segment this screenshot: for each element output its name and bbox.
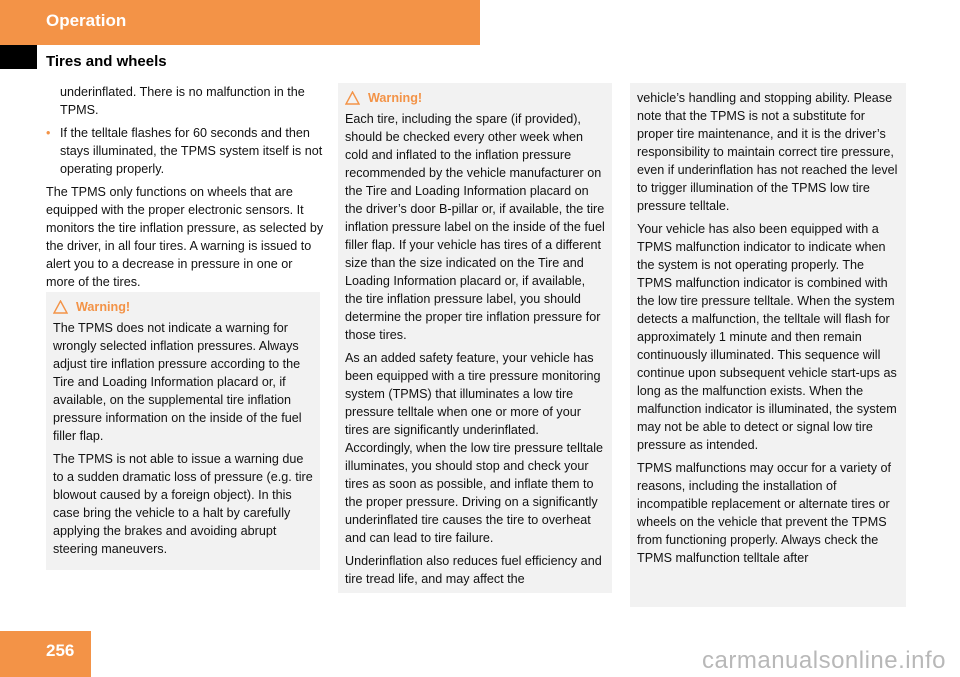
warning-paragraph: As an added safety feature, your vehicle has been equipped with a tire pressure monitoring system (TPMS) that illuminates a low tire pressure telltale when one or more of your tires are significantly underinflated. Accordingly, when the low tire pressure telltale illuminates, you should stop and check your tires as soon as possible, and inflate them to the proper pressure. Driving on a significantly underinflated tire causes the tire to overheat and can lead to tire failure. — [345, 351, 604, 545]
warning-box-1 — [46, 292, 320, 570]
warning-paragraph: The TPMS is not able to issue a warning due to a sudden dramatic loss of pressure (e.g. tire blowout caused by a foreign object). In this case bring the vehicle to a halt by carefully applying the brakes and avoiding abrupt steering maneuvers. — [53, 452, 313, 556]
watermark: carmanualsonline.info — [702, 647, 946, 674]
tpms-paragraph: vehicle’s handling and stopping ability. Please note that the TPMS is not a substitute for proper tire maintenance, and it is the driver’s responsibility to maintain correct tire pressure, even if underinflation has not reached the level to trigger illumination of the TPMS low tire pressure telltale. — [637, 91, 898, 213]
section-title-operation: Operation — [46, 11, 127, 30]
warning-heading — [53, 298, 314, 316]
warning-paragraph: Each tire, including the spare (if provided), should be checked every other week when cold and inflated to the inflation pressure recommended by the vehicle manufacturer on the Tire and Loading Information placard on the driver’s door B-pillar or, if available, the tire inflation pressure label on the inside of the fuel filler flap. If your vehicle has tires of a different size than the size indicated on the Tire and Loading Information placard or, if available, the tire inflation pressure label, you should determine the proper tire inflation pressure for those tires. — [345, 112, 605, 342]
section-marker — [0, 45, 37, 69]
warning-box-2 — [338, 83, 612, 593]
warning-box-3 — [630, 83, 906, 607]
warning-paragraph: Underinflation also reduces fuel efficiency and tire tread life, and may affect the — [345, 554, 602, 586]
warning-triangle-icon — [53, 300, 68, 314]
warning-paragraph: The TPMS does not indicate a warning for wrongly selected inflation pressures. Always adjust tire inflation pressure according to the Tire and Loading Information placard or, if available, on the supplemental tire inflation pressure information on the inside of the fuel filler flap. — [53, 321, 302, 443]
column-left — [46, 83, 324, 296]
warning-triangle-icon — [345, 91, 360, 105]
page-title: Tires and wheels — [46, 53, 167, 70]
tpms-paragraph: TPMS malfunctions may occur for a variety of reasons, including the installation of incompatible replacement or alternate tires or wheels on the vehicle that prevent the TPMS from functioning properly. Always check the TPMS malfunction telltale after — [637, 461, 892, 565]
tpms-paragraph: The TPMS only functions on wheels that are equipped with the proper electronic sensors. It monitors the tire inflation pressure, as selected by the driver, in all four tires. A warning is issued to alert you to a decrease in pressure in one or more of the tires. — [46, 185, 324, 289]
tpms-paragraph: Your vehicle has also been equipped with a TPMS malfunction indicator to indicate when the system is not operating properly. The TPMS malfunction indicator is combined with the low tire pressure telltale. When the system detects a malfunction, the telltale will flash for approximately 1 minute and then remain continuously illuminated. This sequence will continue upon subsequent vehicle start-ups as long as the malfunction exists. When the malfunction indicator is illuminated, the system may not be able to detect or signal low tire pressure as intended. — [637, 222, 897, 452]
bullet-item — [46, 124, 324, 178]
warning-heading — [345, 89, 606, 107]
page-number: 256 — [46, 641, 75, 660]
warning-label: Warning! — [368, 91, 423, 105]
warning-label: Warning! — [76, 300, 131, 314]
bullet-text: If the telltale flashes for 60 seconds and then stays illuminated, the TPMS system itself is not operating properly. — [60, 126, 323, 176]
continued-text: underinflated. There is no malfunction in the TPMS. — [60, 85, 305, 117]
bullet-dot: • — [46, 126, 51, 140]
